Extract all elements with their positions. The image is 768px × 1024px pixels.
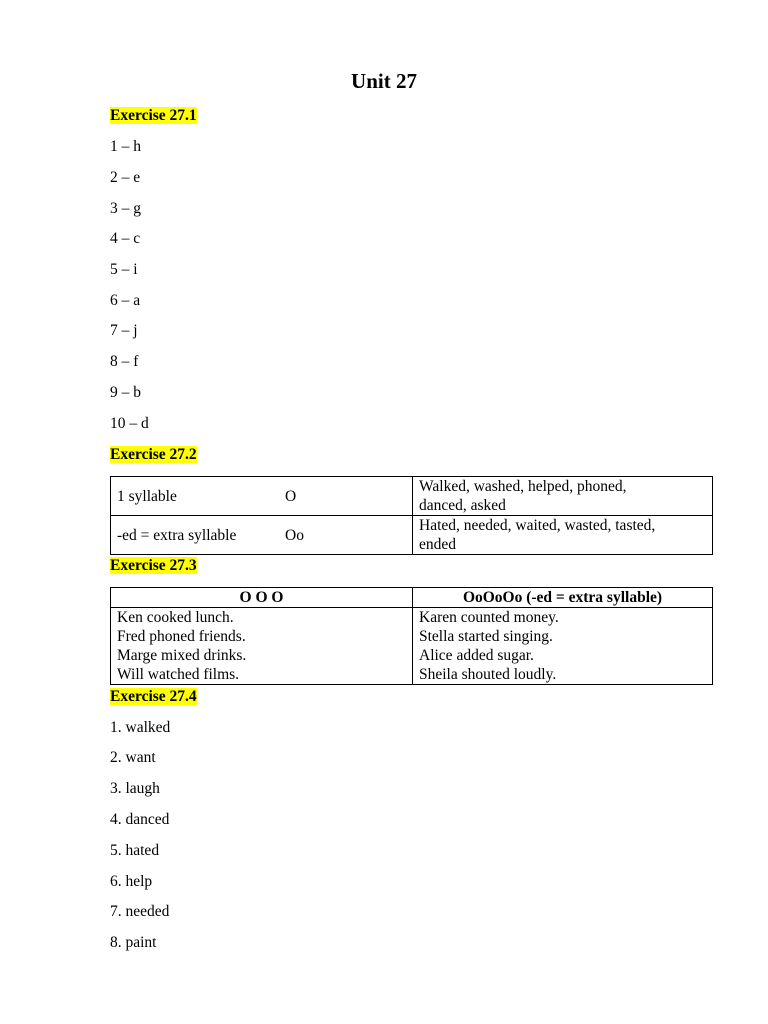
exercise-27-3-heading: Exercise 27.3 (110, 557, 197, 574)
answer-line: 4. danced (110, 811, 170, 828)
sentence: Karen counted money. (419, 609, 559, 626)
column-header: O O O (111, 588, 413, 608)
sentence-table (110, 587, 713, 685)
answer-line: 2 – e (110, 169, 141, 186)
stress-pattern: O (285, 487, 297, 505)
table-header-row (111, 588, 713, 608)
exercise-27-2-heading: Exercise 27.2 (110, 446, 197, 463)
cell-text: danced, asked (419, 497, 506, 514)
table-cell (111, 516, 413, 555)
table-cell (413, 608, 713, 685)
answer-line: 6. help (110, 873, 153, 890)
answer-line: 5. hated (110, 842, 160, 859)
answer-line: 6 – a (110, 292, 141, 309)
answer-line: 7 – j (110, 322, 138, 339)
answer-line: 9 – b (110, 384, 141, 401)
table-cell (111, 477, 413, 516)
table-row (111, 477, 713, 516)
answer-line: 7. needed (110, 903, 170, 920)
sentence: Alice added sugar. (419, 647, 534, 664)
answer-line: 3. laugh (110, 780, 160, 797)
exercise-27-4-heading: Exercise 27.4 (110, 688, 197, 705)
answer-line: 1 – h (110, 138, 141, 155)
syllable-label: 1 syllable (117, 487, 177, 505)
answer-line: 10 – d (110, 415, 149, 432)
sentence: Fred phoned friends. (117, 628, 246, 645)
table-cell (413, 516, 713, 555)
sentence: Sheila shouted loudly. (419, 666, 557, 683)
table-row (111, 516, 713, 555)
cell-text: Hated, needed, waited, wasted, tasted, (419, 517, 656, 534)
table-cell (413, 477, 713, 516)
table-row (111, 608, 713, 685)
syllable-label: -ed = extra syllable (117, 526, 237, 544)
sentence: Ken cooked lunch. (117, 609, 234, 626)
sentence: Will watched films. (117, 666, 240, 683)
stress-pattern: Oo (285, 526, 304, 544)
answer-line: 1. walked (110, 719, 171, 736)
cell-text: Walked, washed, helped, phoned, (419, 478, 627, 495)
answer-line: 2. want (110, 749, 156, 766)
answer-line: 8 – f (110, 353, 139, 370)
exercise-27-1-heading: Exercise 27.1 (110, 107, 197, 124)
column-header: OoOoOo (-ed = extra syllable) (413, 588, 713, 608)
answer-line: 5 – i (110, 261, 138, 278)
sentence: Stella started singing. (419, 628, 553, 645)
answer-line: 4 – c (110, 230, 141, 247)
page-title: Unit 27 (351, 69, 417, 93)
cell-text: ended (419, 536, 457, 553)
syllable-table (110, 476, 713, 555)
sentence: Marge mixed drinks. (117, 647, 247, 664)
answer-line: 3 – g (110, 200, 141, 217)
answer-line: 8. paint (110, 934, 157, 951)
table-cell (111, 608, 413, 685)
